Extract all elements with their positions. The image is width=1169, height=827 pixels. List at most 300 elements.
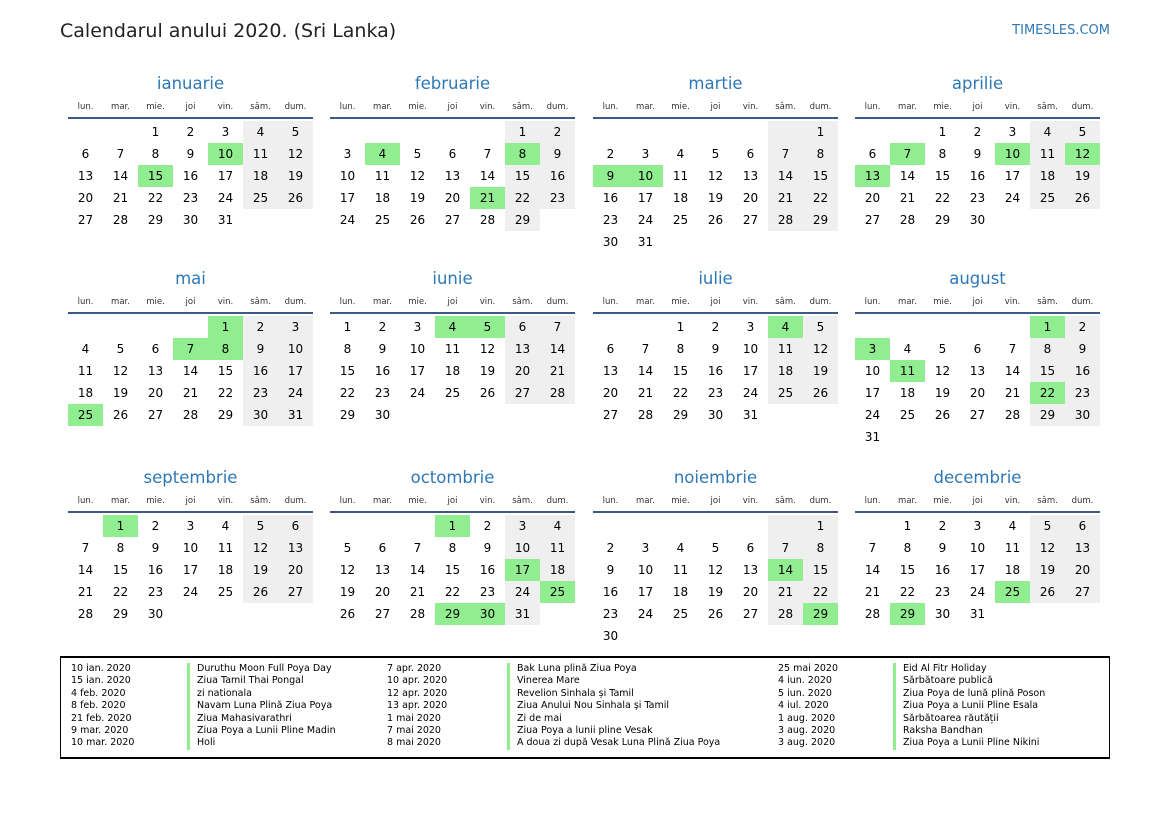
day-cell[interactable]: 11 [672,563,689,577]
day-cell[interactable]: 8 [116,541,125,555]
day-cell[interactable]: 16 [479,563,496,577]
day-cell[interactable]: 2 [243,316,278,338]
day-cell[interactable]: 31 [969,607,986,621]
day-cell[interactable]: 24 [217,191,234,205]
day-cell[interactable]: 27 [444,213,461,227]
day-cell[interactable]: 22 [1030,382,1065,404]
day-cell[interactable]: 17 [409,364,426,378]
day-cell[interactable]: 23 [1065,382,1100,404]
day-cell[interactable]: 16 [243,360,278,382]
day-cell[interactable]: 5 [470,316,505,338]
day-cell[interactable]: 16 [147,563,164,577]
day-cell[interactable]: 2 [483,519,492,533]
day-cell[interactable]: 25 [540,581,575,603]
day-cell[interactable]: 29 [803,209,838,231]
day-cell[interactable]: 15 [672,364,689,378]
day-cell[interactable]: 25 [672,213,689,227]
day-cell[interactable]: 14 [409,563,426,577]
day-cell[interactable]: 9 [186,147,195,161]
day-cell[interactable]: 31 [637,235,654,249]
day-cell[interactable]: 11 [77,364,94,378]
day-cell[interactable]: 21 [637,386,654,400]
day-cell[interactable]: 22 [672,386,689,400]
day-cell[interactable]: 21 [409,585,426,599]
day-cell[interactable]: 6 [746,147,755,161]
day-cell[interactable]: 12 [409,169,426,183]
day-cell[interactable]: 4 [435,316,470,338]
day-cell[interactable]: 13 [147,364,164,378]
day-cell[interactable]: 10 [742,342,759,356]
day-cell[interactable]: 26 [1030,581,1065,603]
day-cell[interactable]: 19 [1030,559,1065,581]
day-cell[interactable]: 24 [278,382,313,404]
day-cell[interactable]: 16 [374,364,391,378]
day-cell[interactable]: 5 [803,316,838,338]
day-cell[interactable]: 28 [182,408,199,422]
day-cell[interactable]: 22 [505,187,540,209]
day-cell[interactable]: 18 [1030,165,1065,187]
day-cell[interactable]: 13 [444,169,461,183]
day-cell[interactable]: 28 [112,213,129,227]
day-cell[interactable]: 18 [444,364,461,378]
day-cell[interactable]: 9 [483,541,492,555]
day-cell[interactable]: 18 [374,191,391,205]
day-cell[interactable]: 4 [243,121,278,143]
day-cell[interactable]: 7 [81,541,90,555]
day-cell[interactable]: 15 [339,364,356,378]
day-cell[interactable]: 20 [969,386,986,400]
day-cell[interactable]: 20 [742,191,759,205]
day-cell[interactable]: 16 [707,364,724,378]
day-cell[interactable]: 7 [768,143,803,165]
day-cell[interactable]: 24 [409,386,426,400]
day-cell[interactable]: 6 [746,541,755,555]
day-cell[interactable]: 24 [637,213,654,227]
day-cell[interactable]: 26 [243,581,278,603]
day-cell[interactable]: 18 [1004,563,1021,577]
day-cell[interactable]: 6 [378,541,387,555]
day-cell[interactable]: 7 [413,541,422,555]
day-cell[interactable]: 1 [343,320,352,334]
day-cell[interactable]: 25 [243,187,278,209]
day-cell[interactable]: 18 [672,191,689,205]
day-cell[interactable]: 17 [182,563,199,577]
day-cell[interactable]: 19 [339,585,356,599]
day-cell[interactable]: 29 [112,607,129,621]
day-cell[interactable]: 22 [339,386,356,400]
day-cell[interactable]: 5 [413,147,422,161]
day-cell[interactable]: 12 [278,143,313,165]
day-cell[interactable]: 8 [208,338,243,360]
day-cell[interactable]: 2 [606,541,615,555]
day-cell[interactable]: 11 [890,360,925,382]
day-cell[interactable]: 30 [1065,404,1100,426]
day-cell[interactable]: 13 [855,165,890,187]
day-cell[interactable]: 22 [217,386,234,400]
day-cell[interactable]: 29 [803,603,838,625]
day-cell[interactable]: 9 [711,342,720,356]
day-cell[interactable]: 31 [864,430,881,444]
day-cell[interactable]: 23 [479,585,496,599]
day-cell[interactable]: 4 [768,316,803,338]
day-cell[interactable]: 2 [1065,316,1100,338]
day-cell[interactable]: 3 [413,320,422,334]
day-cell[interactable]: 27 [374,607,391,621]
day-cell[interactable]: 31 [217,213,234,227]
day-cell[interactable]: 31 [742,408,759,422]
day-cell[interactable]: 5 [278,121,313,143]
day-cell[interactable]: 12 [803,338,838,360]
day-cell[interactable]: 27 [147,408,164,422]
day-cell[interactable]: 24 [505,581,540,603]
day-cell[interactable]: 7 [173,338,208,360]
day-cell[interactable]: 12 [479,342,496,356]
day-cell[interactable]: 14 [479,169,496,183]
day-cell[interactable]: 21 [470,187,505,209]
day-cell[interactable]: 17 [969,563,986,577]
day-cell[interactable]: 7 [540,316,575,338]
day-cell[interactable]: 8 [803,537,838,559]
day-cell[interactable]: 20 [864,191,881,205]
day-cell[interactable]: 15 [803,165,838,187]
day-cell[interactable]: 9 [606,563,615,577]
day-cell[interactable]: 6 [1065,515,1100,537]
day-cell[interactable]: 18 [540,559,575,581]
day-cell[interactable]: 12 [707,169,724,183]
day-cell[interactable]: 29 [672,408,689,422]
day-cell[interactable]: 19 [934,386,951,400]
day-cell[interactable]: 8 [676,342,685,356]
day-cell[interactable]: 13 [969,364,986,378]
day-cell[interactable]: 22 [147,191,164,205]
day-cell[interactable]: 19 [243,559,278,581]
day-cell[interactable]: 26 [409,213,426,227]
day-cell[interactable]: 1 [151,125,160,139]
day-cell[interactable]: 4 [1008,519,1017,533]
day-cell[interactable]: 30 [934,607,951,621]
day-cell[interactable]: 14 [768,559,803,581]
day-cell[interactable]: 1 [803,121,838,143]
day-cell[interactable]: 25 [1030,187,1065,209]
day-cell[interactable]: 18 [672,585,689,599]
day-cell[interactable]: 9 [378,342,387,356]
day-cell[interactable]: 20 [602,386,619,400]
day-cell[interactable]: 17 [864,386,881,400]
day-cell[interactable]: 3 [973,519,982,533]
day-cell[interactable]: 29 [217,408,234,422]
day-cell[interactable]: 6 [505,316,540,338]
day-cell[interactable]: 12 [707,563,724,577]
day-cell[interactable]: 24 [742,386,759,400]
day-cell[interactable]: 6 [448,147,457,161]
day-cell[interactable]: 21 [1004,386,1021,400]
day-cell[interactable]: 6 [606,342,615,356]
day-cell[interactable]: 2 [151,519,160,533]
day-cell[interactable]: 17 [742,364,759,378]
day-cell[interactable]: 16 [934,563,951,577]
day-cell[interactable]: 25 [672,607,689,621]
day-cell[interactable]: 28 [768,603,803,625]
day-cell[interactable]: 8 [903,541,912,555]
day-cell[interactable]: 3 [641,147,650,161]
day-cell[interactable]: 9 [1065,338,1100,360]
day-cell[interactable]: 17 [278,360,313,382]
day-cell[interactable]: 5 [243,515,278,537]
day-cell[interactable]: 23 [934,585,951,599]
day-cell[interactable]: 4 [540,515,575,537]
day-cell[interactable]: 21 [182,386,199,400]
day-cell[interactable]: 30 [182,213,199,227]
day-cell[interactable]: 6 [278,515,313,537]
day-cell[interactable]: 23 [707,386,724,400]
day-cell[interactable]: 7 [868,541,877,555]
day-cell[interactable]: 23 [147,585,164,599]
day-cell[interactable]: 21 [112,191,129,205]
day-cell[interactable]: 3 [221,125,230,139]
day-cell[interactable]: 21 [899,191,916,205]
day-cell[interactable]: 25 [374,213,391,227]
day-cell[interactable]: 10 [409,342,426,356]
day-cell[interactable]: 9 [540,143,575,165]
day-cell[interactable]: 7 [116,147,125,161]
day-cell[interactable]: 10 [864,364,881,378]
day-cell[interactable]: 23 [602,607,619,621]
day-cell[interactable]: 8 [448,541,457,555]
day-cell[interactable]: 28 [864,607,881,621]
day-cell[interactable]: 5 [343,541,352,555]
day-cell[interactable]: 7 [641,342,650,356]
day-cell[interactable]: 25 [768,382,803,404]
day-cell[interactable]: 23 [182,191,199,205]
day-cell[interactable]: 28 [409,607,426,621]
day-cell[interactable]: 13 [602,364,619,378]
day-cell[interactable]: 11 [243,143,278,165]
day-cell[interactable]: 7 [1008,342,1017,356]
day-cell[interactable]: 6 [973,342,982,356]
day-cell[interactable]: 25 [995,581,1030,603]
day-cell[interactable]: 8 [505,143,540,165]
day-cell[interactable]: 27 [742,213,759,227]
day-cell[interactable]: 8 [343,342,352,356]
day-cell[interactable]: 28 [899,213,916,227]
day-cell[interactable]: 24 [339,213,356,227]
day-cell[interactable]: 9 [938,541,947,555]
day-cell[interactable]: 29 [934,213,951,227]
day-cell[interactable]: 20 [505,360,540,382]
day-cell[interactable]: 22 [934,191,951,205]
day-cell[interactable]: 19 [803,360,838,382]
day-cell[interactable]: 30 [470,603,505,625]
day-cell[interactable]: 16 [602,585,619,599]
day-cell[interactable]: 27 [1065,581,1100,603]
day-cell[interactable]: 4 [221,519,230,533]
day-cell[interactable]: 16 [969,169,986,183]
day-cell[interactable]: 13 [1065,537,1100,559]
day-cell[interactable]: 17 [217,169,234,183]
day-cell[interactable]: 20 [278,559,313,581]
day-cell[interactable]: 5 [711,541,720,555]
day-cell[interactable]: 1 [103,515,138,537]
day-cell[interactable]: 2 [973,125,982,139]
day-cell[interactable]: 29 [505,209,540,231]
day-cell[interactable]: 13 [505,338,540,360]
day-cell[interactable]: 19 [1065,165,1100,187]
day-cell[interactable]: 1 [803,515,838,537]
day-cell[interactable]: 28 [1004,408,1021,422]
day-cell[interactable]: 4 [903,342,912,356]
day-cell[interactable]: 10 [339,169,356,183]
day-cell[interactable]: 3 [278,316,313,338]
day-cell[interactable]: 12 [934,364,951,378]
day-cell[interactable]: 15 [803,559,838,581]
day-cell[interactable]: 2 [378,320,387,334]
day-cell[interactable]: 7 [890,143,925,165]
day-cell[interactable]: 12 [1030,537,1065,559]
day-cell[interactable]: 10 [505,537,540,559]
day-cell[interactable]: 5 [1065,121,1100,143]
day-cell[interactable]: 1 [903,519,912,533]
day-cell[interactable]: 20 [147,386,164,400]
day-cell[interactable]: 30 [243,404,278,426]
day-cell[interactable]: 8 [938,147,947,161]
day-cell[interactable]: 13 [742,169,759,183]
day-cell[interactable]: 5 [711,147,720,161]
day-cell[interactable]: 26 [278,187,313,209]
day-cell[interactable]: 23 [374,386,391,400]
day-cell[interactable]: 22 [803,187,838,209]
day-cell[interactable]: 15 [934,169,951,183]
day-cell[interactable]: 6 [81,147,90,161]
day-cell[interactable]: 30 [602,235,619,249]
day-cell[interactable]: 28 [768,209,803,231]
day-cell[interactable]: 25 [444,386,461,400]
day-cell[interactable]: 17 [637,191,654,205]
day-cell[interactable]: 7 [483,147,492,161]
day-cell[interactable]: 31 [505,603,540,625]
day-cell[interactable]: 2 [540,121,575,143]
day-cell[interactable]: 5 [1030,515,1065,537]
day-cell[interactable]: 19 [409,191,426,205]
day-cell[interactable]: 12 [112,364,129,378]
day-cell[interactable]: 21 [864,585,881,599]
day-cell[interactable]: 6 [151,342,160,356]
day-cell[interactable]: 16 [540,165,575,187]
day-cell[interactable]: 13 [374,563,391,577]
day-cell[interactable]: 10 [637,563,654,577]
day-cell[interactable]: 21 [768,187,803,209]
day-cell[interactable]: 24 [182,585,199,599]
day-cell[interactable]: 16 [182,169,199,183]
day-cell[interactable]: 19 [707,585,724,599]
day-cell[interactable]: 15 [899,563,916,577]
day-cell[interactable]: 2 [186,125,195,139]
day-cell[interactable]: 18 [899,386,916,400]
day-cell[interactable]: 13 [278,537,313,559]
day-cell[interactable]: 25 [68,404,103,426]
day-cell[interactable]: 10 [278,338,313,360]
day-cell[interactable]: 4 [676,541,685,555]
day-cell[interactable]: 10 [208,143,243,165]
day-cell[interactable]: 21 [540,360,575,382]
day-cell[interactable]: 15 [217,364,234,378]
day-cell[interactable]: 4 [81,342,90,356]
day-cell[interactable]: 14 [899,169,916,183]
day-cell[interactable]: 1 [1030,316,1065,338]
day-cell[interactable]: 13 [77,169,94,183]
day-cell[interactable]: 13 [742,563,759,577]
day-cell[interactable]: 28 [77,607,94,621]
day-cell[interactable]: 30 [602,629,619,643]
day-cell[interactable]: 27 [742,607,759,621]
day-cell[interactable]: 20 [742,585,759,599]
day-cell[interactable]: 9 [593,165,628,187]
day-cell[interactable]: 1 [676,320,685,334]
day-cell[interactable]: 27 [969,408,986,422]
day-cell[interactable]: 1 [208,316,243,338]
day-cell[interactable]: 18 [243,165,278,187]
day-cell[interactable]: 12 [339,563,356,577]
site-link[interactable]: TIMESLES.COM [1012,23,1110,38]
day-cell[interactable]: 25 [217,585,234,599]
day-cell[interactable]: 8 [151,147,160,161]
day-cell[interactable]: 18 [77,386,94,400]
day-cell[interactable]: 28 [479,213,496,227]
day-cell[interactable]: 2 [606,147,615,161]
day-cell[interactable]: 19 [707,191,724,205]
day-cell[interactable]: 28 [637,408,654,422]
day-cell[interactable]: 19 [479,364,496,378]
day-cell[interactable]: 31 [278,404,313,426]
day-cell[interactable]: 29 [339,408,356,422]
day-cell[interactable]: 30 [969,213,986,227]
day-cell[interactable]: 20 [1065,559,1100,581]
day-cell[interactable]: 21 [768,581,803,603]
day-cell[interactable]: 9 [243,338,278,360]
day-cell[interactable]: 14 [768,165,803,187]
day-cell[interactable]: 20 [444,191,461,205]
day-cell[interactable]: 14 [77,563,94,577]
day-cell[interactable]: 22 [803,581,838,603]
day-cell[interactable]: 1 [938,125,947,139]
day-cell[interactable]: 16 [1065,360,1100,382]
day-cell[interactable]: 14 [182,364,199,378]
day-cell[interactable]: 12 [243,537,278,559]
day-cell[interactable]: 23 [540,187,575,209]
day-cell[interactable]: 9 [973,147,982,161]
day-cell[interactable]: 20 [374,585,391,599]
day-cell[interactable]: 11 [672,169,689,183]
day-cell[interactable]: 11 [768,338,803,360]
day-cell[interactable]: 22 [899,585,916,599]
day-cell[interactable]: 8 [803,143,838,165]
day-cell[interactable]: 15 [138,165,173,187]
day-cell[interactable]: 15 [1030,360,1065,382]
day-cell[interactable]: 24 [1004,191,1021,205]
day-cell[interactable]: 1 [505,121,540,143]
day-cell[interactable]: 17 [1004,169,1021,183]
day-cell[interactable]: 27 [864,213,881,227]
day-cell[interactable]: 9 [151,541,160,555]
day-cell[interactable]: 3 [505,515,540,537]
day-cell[interactable]: 27 [505,382,540,404]
day-cell[interactable]: 5 [116,342,125,356]
day-cell[interactable]: 4 [676,147,685,161]
day-cell[interactable]: 23 [243,382,278,404]
day-cell[interactable]: 20 [77,191,94,205]
day-cell[interactable]: 3 [855,338,890,360]
day-cell[interactable]: 19 [278,165,313,187]
day-cell[interactable]: 21 [77,585,94,599]
